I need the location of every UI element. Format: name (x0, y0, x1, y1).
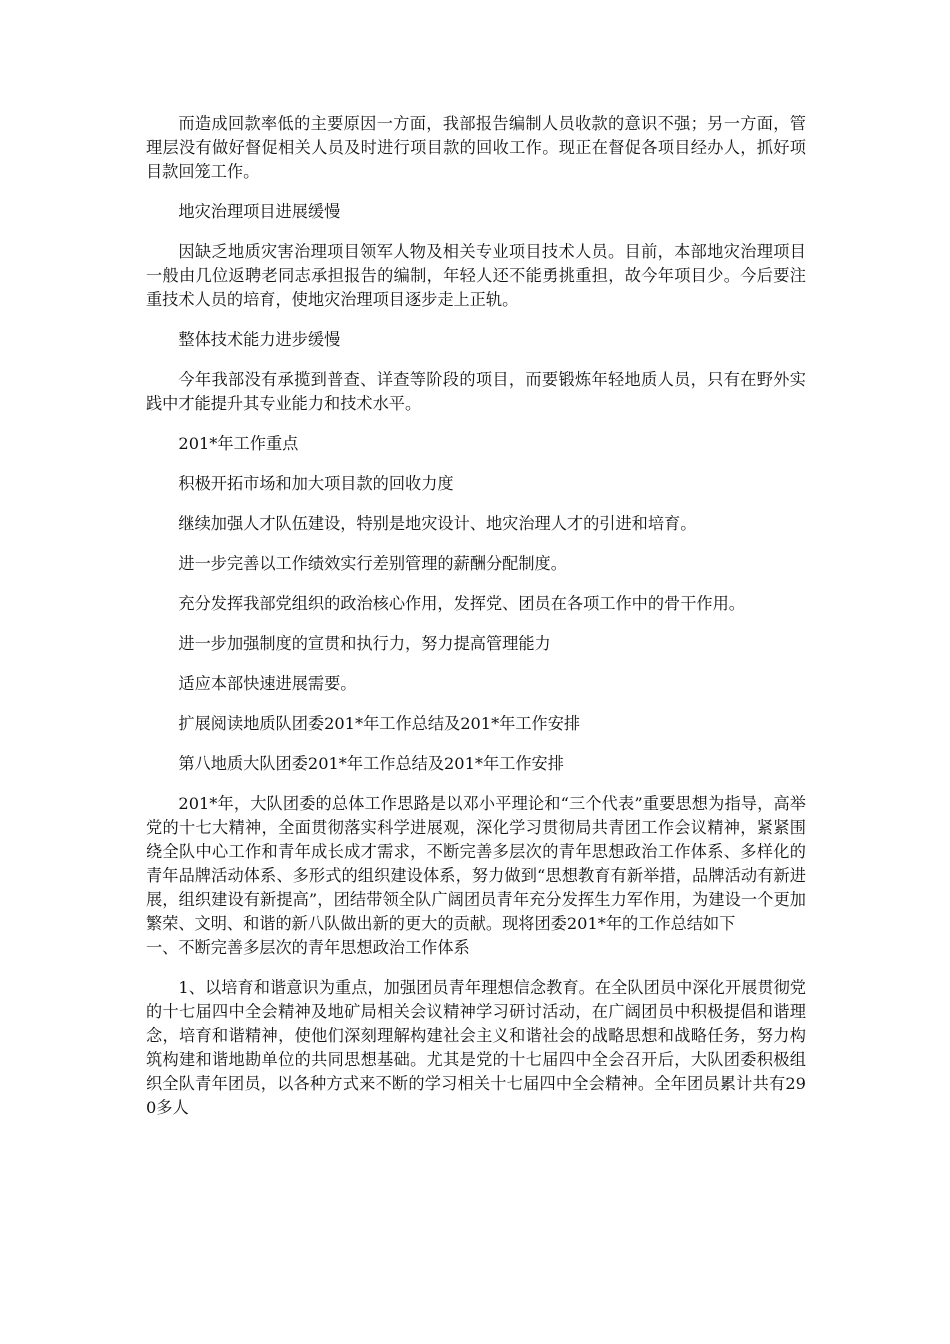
section-title-eighth-brigade: 第八地质大队团委201*年工作总结及201*年工作安排 (178, 754, 564, 773)
document-body (146, 112, 806, 1136)
heading-tech-slow: 整体技术能力进步缓慢 (178, 330, 341, 349)
paragraph-harmony-education: 1、以培育和谐意识为重点，加强团员青年理想信念教育。在全队团员中深化开展贯彻党的十七届四中全会精神及地矿局相关会议精神学习研讨活动，在广阔团员中积极提倡和谐理念，培育和谐精神，使他们深刻理解构建社会主义和谐社会的战略思想和战略任务，努力构筑构建和谐地勘单位的共同思想基础。尤其是党的十七届四中全会召开后，大队团委积极组织全队青年团员，以各种方式来不断的学习相关十七届四中全会精神。全年团员累计共有290多人 (146, 978, 806, 1117)
extended-reading-title: 扩展阅读地质队团委201*年工作总结及201*年工作安排 (178, 714, 581, 733)
focus-item-party: 充分发挥我部党组织的政治核心作用，发挥党、团员在各项工作中的骨干作用。 (178, 594, 745, 613)
heading-work-focus: 201*年工作重点 (178, 434, 299, 453)
focus-item-salary: 进一步完善以工作绩效实行差别管理的薪酬分配制度。 (178, 554, 567, 573)
paragraph-tech-detail: 今年我部没有承揽到普查、详查等阶段的项目，而要锻炼年轻地质人员，只有在野外实践中才能提升其专业能力和技术水平。 (146, 370, 806, 413)
focus-item-market: 积极开拓市场和加大项目款的回收力度 (178, 474, 454, 493)
heading-geohazard-slow: 地灾治理项目进展缓慢 (178, 202, 341, 221)
paragraph-geohazard-detail: 因缺乏地质灾害治理项目领军人物及相关专业项目技术人员。目前，本部地灾治理项目一般由几位返聘老同志承担报告的编制，年轻人还不能勇挑重担，故今年项目少。今后要注重技术人员的培育，使地灾治理项目逐步走上正轨。 (146, 242, 806, 309)
focus-item-talent: 继续加强人才队伍建设，特别是地灾设计、地灾治理人才的引进和培育。 (178, 514, 697, 533)
paragraph-overall-approach: 201*年，大队团委的总体工作思路是以邓小平理论和“三个代表”重要思想为指导，高举党的十七大精神，全面贯彻落实科学进展观，深化学习贯彻局共青团工作会议精神，紧紧围绕全队中心工作和青年成长成才需求，不断完善多层次的青年思想政治工作体系、多样化的青年品牌活动体系、多形式的组织建设体系，努力做到“思想教育有新举措，品牌活动有新进展，组织建设有新提高”，团结带领全队广阔团员青年充分发挥生力军作用，为建设一个更加繁荣、文明、和谐的新八队做出新的更大的贡献。现将团委201*年的工作总结如下 (146, 794, 806, 933)
focus-item-adapt: 适应本部快速进展需要。 (178, 674, 357, 693)
focus-item-management: 进一步加强制度的宣贯和执行力，努力提高管理能力 (178, 634, 551, 653)
heading-ideological-system: 一、不断完善多层次的青年思想政治工作体系 (146, 938, 470, 957)
paragraph-payment-reasons: 而造成回款率低的主要原因一方面，我部报告编制人员收款的意识不强；另一方面，管理层没有做好督促相关人员及时进行项目款的回收工作。现正在督促各项目经办人，抓好项目款回笼工作。 (146, 114, 806, 181)
